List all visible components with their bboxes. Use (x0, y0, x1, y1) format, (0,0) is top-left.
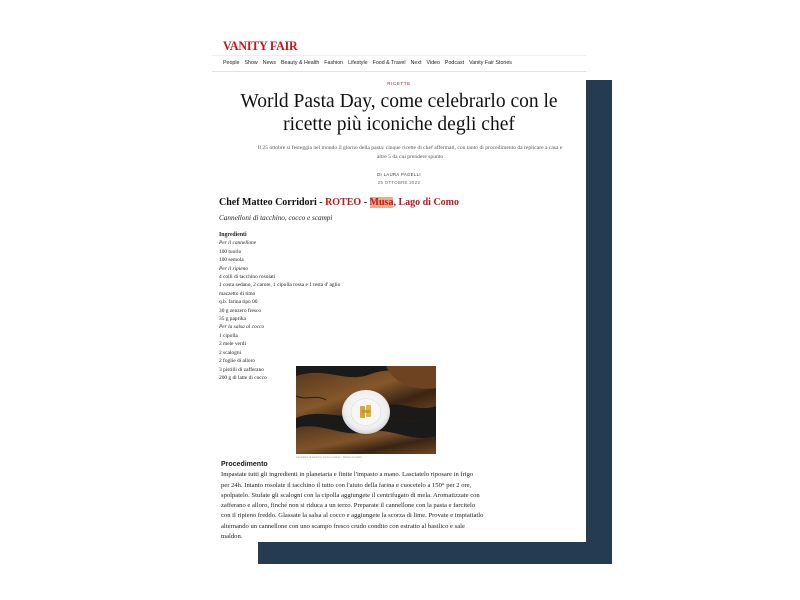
photo-caption: Cannelloni di tacchino, cocco e scampi - Matteo Corridori (296, 456, 362, 459)
headline-line: ricette più iconiche degli chef (283, 114, 515, 135)
category-label[interactable]: RICETTE (387, 81, 411, 86)
procedure-text (221, 470, 521, 542)
nav-item-show[interactable]: Show (244, 60, 258, 66)
ingredient-item: q.b. farina tipo 00 (219, 299, 258, 306)
ingredient-item: 2 mele verdi (219, 341, 246, 348)
article-dek (234, 144, 586, 162)
procedure-line: per 24h. Intanto rosolate il tacchino il tutto con l'aiuto della farina e cuocetelo a 150° per 2 ore, (221, 481, 472, 489)
ingredient-subheading: Per il cannellone (219, 240, 257, 247)
nav-item-beauty-health[interactable]: Beauty & Health (281, 60, 320, 66)
procedure-line: maldon. (221, 533, 243, 541)
procedure-title: Procedimento (221, 461, 268, 468)
procedure-section (221, 460, 521, 542)
ingredient-item: 2 scalogni (219, 349, 242, 356)
chef-name: Chef Matteo Corridori - (219, 197, 326, 208)
ingredient-item: 100 semola (219, 257, 244, 264)
nav-item-next[interactable]: Next (410, 60, 422, 66)
article-headline (224, 90, 574, 136)
nav-item-news[interactable]: News (262, 60, 276, 66)
ingredient-item: 2 foglie di alloro (219, 358, 256, 365)
procedure-line: alternando un cannellone con uno scampo fresco crudo condito con estratto al basilico e sale (221, 522, 465, 530)
publish-date: 25 OTTOBRE 2022 (377, 180, 421, 185)
procedure-line: zafferano e alloro, finché non si riduca a un terzo. Preparate il cannellone con la pasta e farcitelo (221, 502, 476, 510)
byline[interactable]: DI LAURA PAGELLI (377, 172, 421, 177)
nav-item-food-travel[interactable]: Food & Travel (372, 60, 406, 66)
main-nav (223, 60, 585, 66)
vanity-fair-logo[interactable]: VANITY FAIR (223, 38, 298, 53)
ingredient-item: 35 g paprika (219, 316, 246, 323)
nav-item-vanity-fair-stories[interactable]: Vanity Fair Stories (469, 60, 512, 66)
nav-item-lifestyle[interactable]: Lifestyle (348, 60, 368, 66)
ingredient-item: mazzetto di timo (219, 290, 256, 297)
dish-photo[interactable] (296, 366, 436, 454)
procedure-line: spolpatelo. Stufate gli scalogni con la cipolla aggiungete il centrifugato di mela. Aromatizzate con (221, 491, 480, 499)
article-page (212, 30, 586, 542)
divider (212, 71, 586, 72)
ingredient-item: 1 cipolla (219, 332, 238, 339)
venue-link[interactable]: , Lago di Como (393, 197, 460, 208)
ingredient-item: 4 colli di tacchino rosolati (219, 274, 276, 281)
nav-item-fashion[interactable]: Fashion (324, 60, 344, 66)
dek-line: Il 25 ottobre si festeggia nel mondo il giorno della pasta: cinque ricette di chef affermati, con tanto di procedimento da replicare a casa e (257, 145, 563, 151)
dish-name: Cannelloni di tacchino, cocco e scampi (219, 214, 333, 222)
ingredient-subheading: Per il ripieno (219, 265, 249, 272)
restaurant-link[interactable]: ROTEO (325, 197, 362, 208)
nav-item-people[interactable]: People (223, 60, 240, 66)
ingredient-item: 30 g zenzero fresco (219, 307, 262, 314)
venue-link-highlight[interactable]: Musa (369, 197, 394, 208)
ingredients-list (219, 231, 419, 382)
ingredient-item: 100 tuorlo (219, 248, 242, 255)
nav-item-podcast[interactable]: Podcast (444, 60, 465, 66)
procedure-line: con il ripieno freddo. Glassate la salsa al cocco e aggiungete la scorza di lime. Provate e impiattatlo (221, 512, 484, 520)
plate-image (296, 366, 436, 454)
ingredient-subheading: Per la salsa al cocco (219, 324, 265, 331)
chef-heading (219, 197, 459, 208)
heading-separator: - (361, 197, 370, 208)
ingredients-title: Ingredienti (219, 232, 247, 238)
ingredient-rows (219, 239, 419, 382)
headline-line: World Pasta Day, come celebrarlo con le (240, 91, 558, 112)
divider (212, 55, 586, 56)
procedure-line: Impastate tutti gli ingredienti in planetaria e finite l'impasto a mano. Lasciatelo riposare in frigo (221, 471, 474, 479)
ingredient-item: 3 pistilli di zafferano (219, 366, 264, 373)
dek-line: altre 5 da cui prendere spunto (376, 154, 444, 160)
nav-item-video[interactable]: Video (426, 60, 440, 66)
ingredient-item: 1 costa sedano, 2 carote, 1 cipolla rossa e 1 testa d' aglio (219, 282, 341, 289)
ingredient-item: 200 g di latte di cocco (219, 374, 267, 381)
